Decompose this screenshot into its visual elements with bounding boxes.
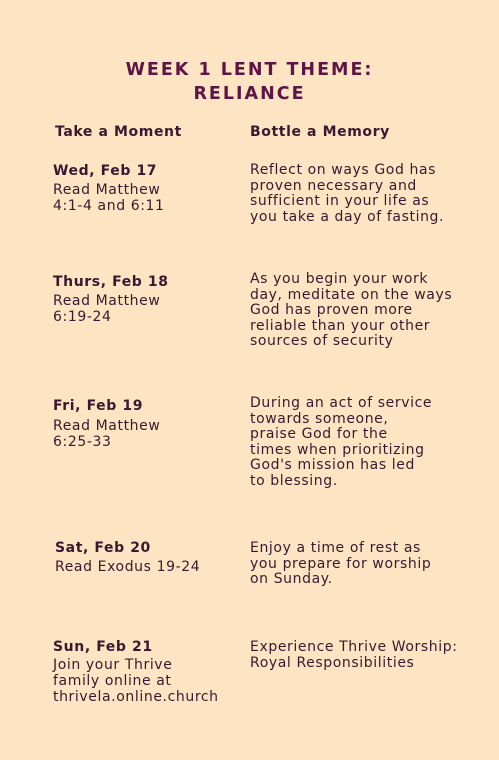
page-title-line2: RELIANCE (193, 84, 306, 104)
memory-wed: Reflect on ways God has proven necessary and sufficient in your life as you take a day of fasting. (250, 162, 445, 225)
day-label-thurs: Thurs, Feb 18 (53, 274, 169, 290)
day-label-fri: Fri, Feb 19 (53, 398, 144, 414)
memory-fri: During an act of service towards someone, praise God for the times when prioritizing God's mission has led to blessing. (250, 395, 433, 489)
memory-thurs: As you begin your work day, meditate on the ways God has proven more reliable than your other sources of security (250, 271, 453, 350)
page-title-line1: WEEK 1 LENT THEME: (125, 60, 374, 80)
reading-wed: Read Matthew 4:1-4 and 6:11 (53, 182, 165, 215)
day-label-wed: Wed, Feb 17 (53, 163, 158, 179)
memory-sat: Enjoy a time of rest as you prepare for worship on Sunday. (250, 540, 432, 588)
bottle-a-memory-header: Bottle a Memory (250, 124, 390, 140)
day-label-sun: Sun, Feb 21 (53, 639, 153, 655)
reading-thurs: Read Matthew 6:19-24 (53, 293, 161, 326)
take-a-moment-header: Take a Moment (55, 124, 182, 140)
memory-sun: Experience Thrive Worship: Royal Responsibilities (250, 639, 458, 671)
day-label-sat: Sat, Feb 20 (55, 540, 151, 556)
reading-sat: Read Exodus 19-24 (55, 559, 201, 575)
reading-sun: Join your Thrive family online at thrivela.online.church (53, 657, 219, 706)
reading-fri: Read Matthew 6:25-33 (53, 418, 161, 451)
